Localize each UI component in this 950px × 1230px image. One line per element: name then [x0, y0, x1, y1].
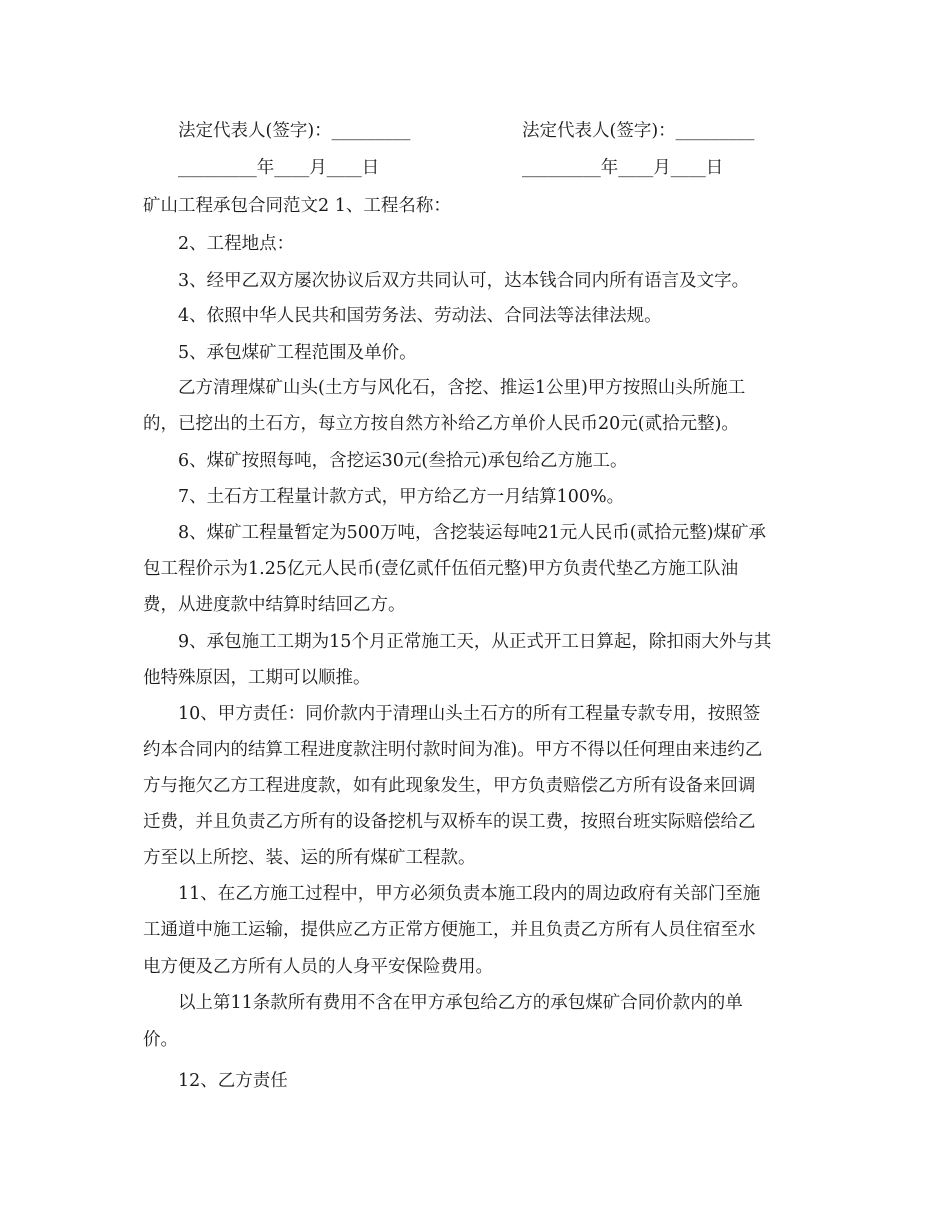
paragraph-line: 乙方清理煤矿山头(土方与风化石，含挖、推运1公里)甲方按照山头所施工 — [178, 378, 746, 398]
paragraph-line: 他特殊原因，工期可以顺推。 — [143, 668, 371, 688]
paragraph-line: 方与拖欠乙方工程进度款，如有此现象发生，甲方负责赔偿乙方所有设备来回调 — [143, 776, 756, 796]
paragraph-line: 的，已挖出的土石方，每立方按自然方补给乙方单价人民币20元(贰拾元整)。 — [143, 414, 739, 434]
signature-row — [0, 119, 950, 143]
paragraph-line: 费，从进度款中结算时结回乙方。 — [143, 595, 406, 615]
right-representative-signature: 法定代表人(签字)：_________ — [522, 121, 755, 141]
paragraph-line: 10、甲方责任：同价款内于清理山头土石方的所有工程量专款专用，按照签 — [178, 704, 761, 724]
paragraph-line: 迁费，并且负责乙方所有的设备挖机与双桥车的误工费，按照台班实际赔偿给乙 — [143, 812, 756, 832]
paragraph-line: 约本合同内的结算工程进度款注明付款时间为准)。甲方不得以任何理由来违约乙 — [143, 740, 763, 760]
paragraph-line: 12、乙方责任 — [178, 1071, 288, 1091]
section-title-line: 矿山工程承包合同范文2 1、工程名称： — [143, 196, 451, 216]
paragraph-line: 价。 — [143, 1030, 178, 1050]
paragraph-line: 9、承包施工工期为15个月正常施工天，从正式开工日算起，除扣雨大外与其 — [178, 632, 772, 652]
paragraph-line: 7、土石方工程量计款方式，甲方给乙方一月结算100%。 — [178, 487, 625, 507]
date-row — [0, 156, 950, 180]
paragraph-line: 2、工程地点： — [178, 234, 295, 254]
paragraph-line: 5、承包煤矿工程范围及单价。 — [178, 343, 417, 363]
paragraph-line: 11、在乙方施工过程中，甲方必须负责本施工段内的周边政府有关部门至施 — [178, 884, 761, 904]
paragraph-line: 3、经甲乙双方屡次协议后双方共同认可，达本钱合同内所有语言及文字。 — [178, 271, 750, 291]
left-representative-signature: 法定代表人(签字)：_________ — [178, 121, 411, 141]
paragraph-line: 4、依照中华人民共和国劳务法、劳动法、合同法等法律法规。 — [178, 306, 662, 326]
paragraph-line: 电方便及乙方所有人员的人身平安保险费用。 — [143, 957, 493, 977]
paragraph-line: 以上第11条款所有费用不含在甲方承包给乙方的承包煤矿合同价款内的单 — [178, 993, 743, 1013]
paragraph-line: 6、煤矿按照每吨，含挖运30元(叁拾元)承包给乙方施工。 — [178, 451, 628, 471]
paragraph-line: 工通道中施工运输，提供应乙方正常方便施工，并且负责乙方所有人员住宿至水 — [143, 920, 756, 940]
paragraph-line: 包工程价示为1.25亿元人民币(壹亿贰仟伍佰元整)甲方负责代垫乙方施工队油 — [143, 559, 739, 579]
right-signature-date: _________年____月____日 — [522, 158, 724, 178]
left-signature-date: _________年____月____日 — [178, 158, 380, 178]
paragraph-line: 方至以上所挖、装、运的所有煤矿工程款。 — [143, 848, 476, 868]
paragraph-line: 8、煤矿工程量暂定为500万吨，含挖装运每吨21元人民币(贰拾元整)煤矿承 — [178, 523, 766, 543]
